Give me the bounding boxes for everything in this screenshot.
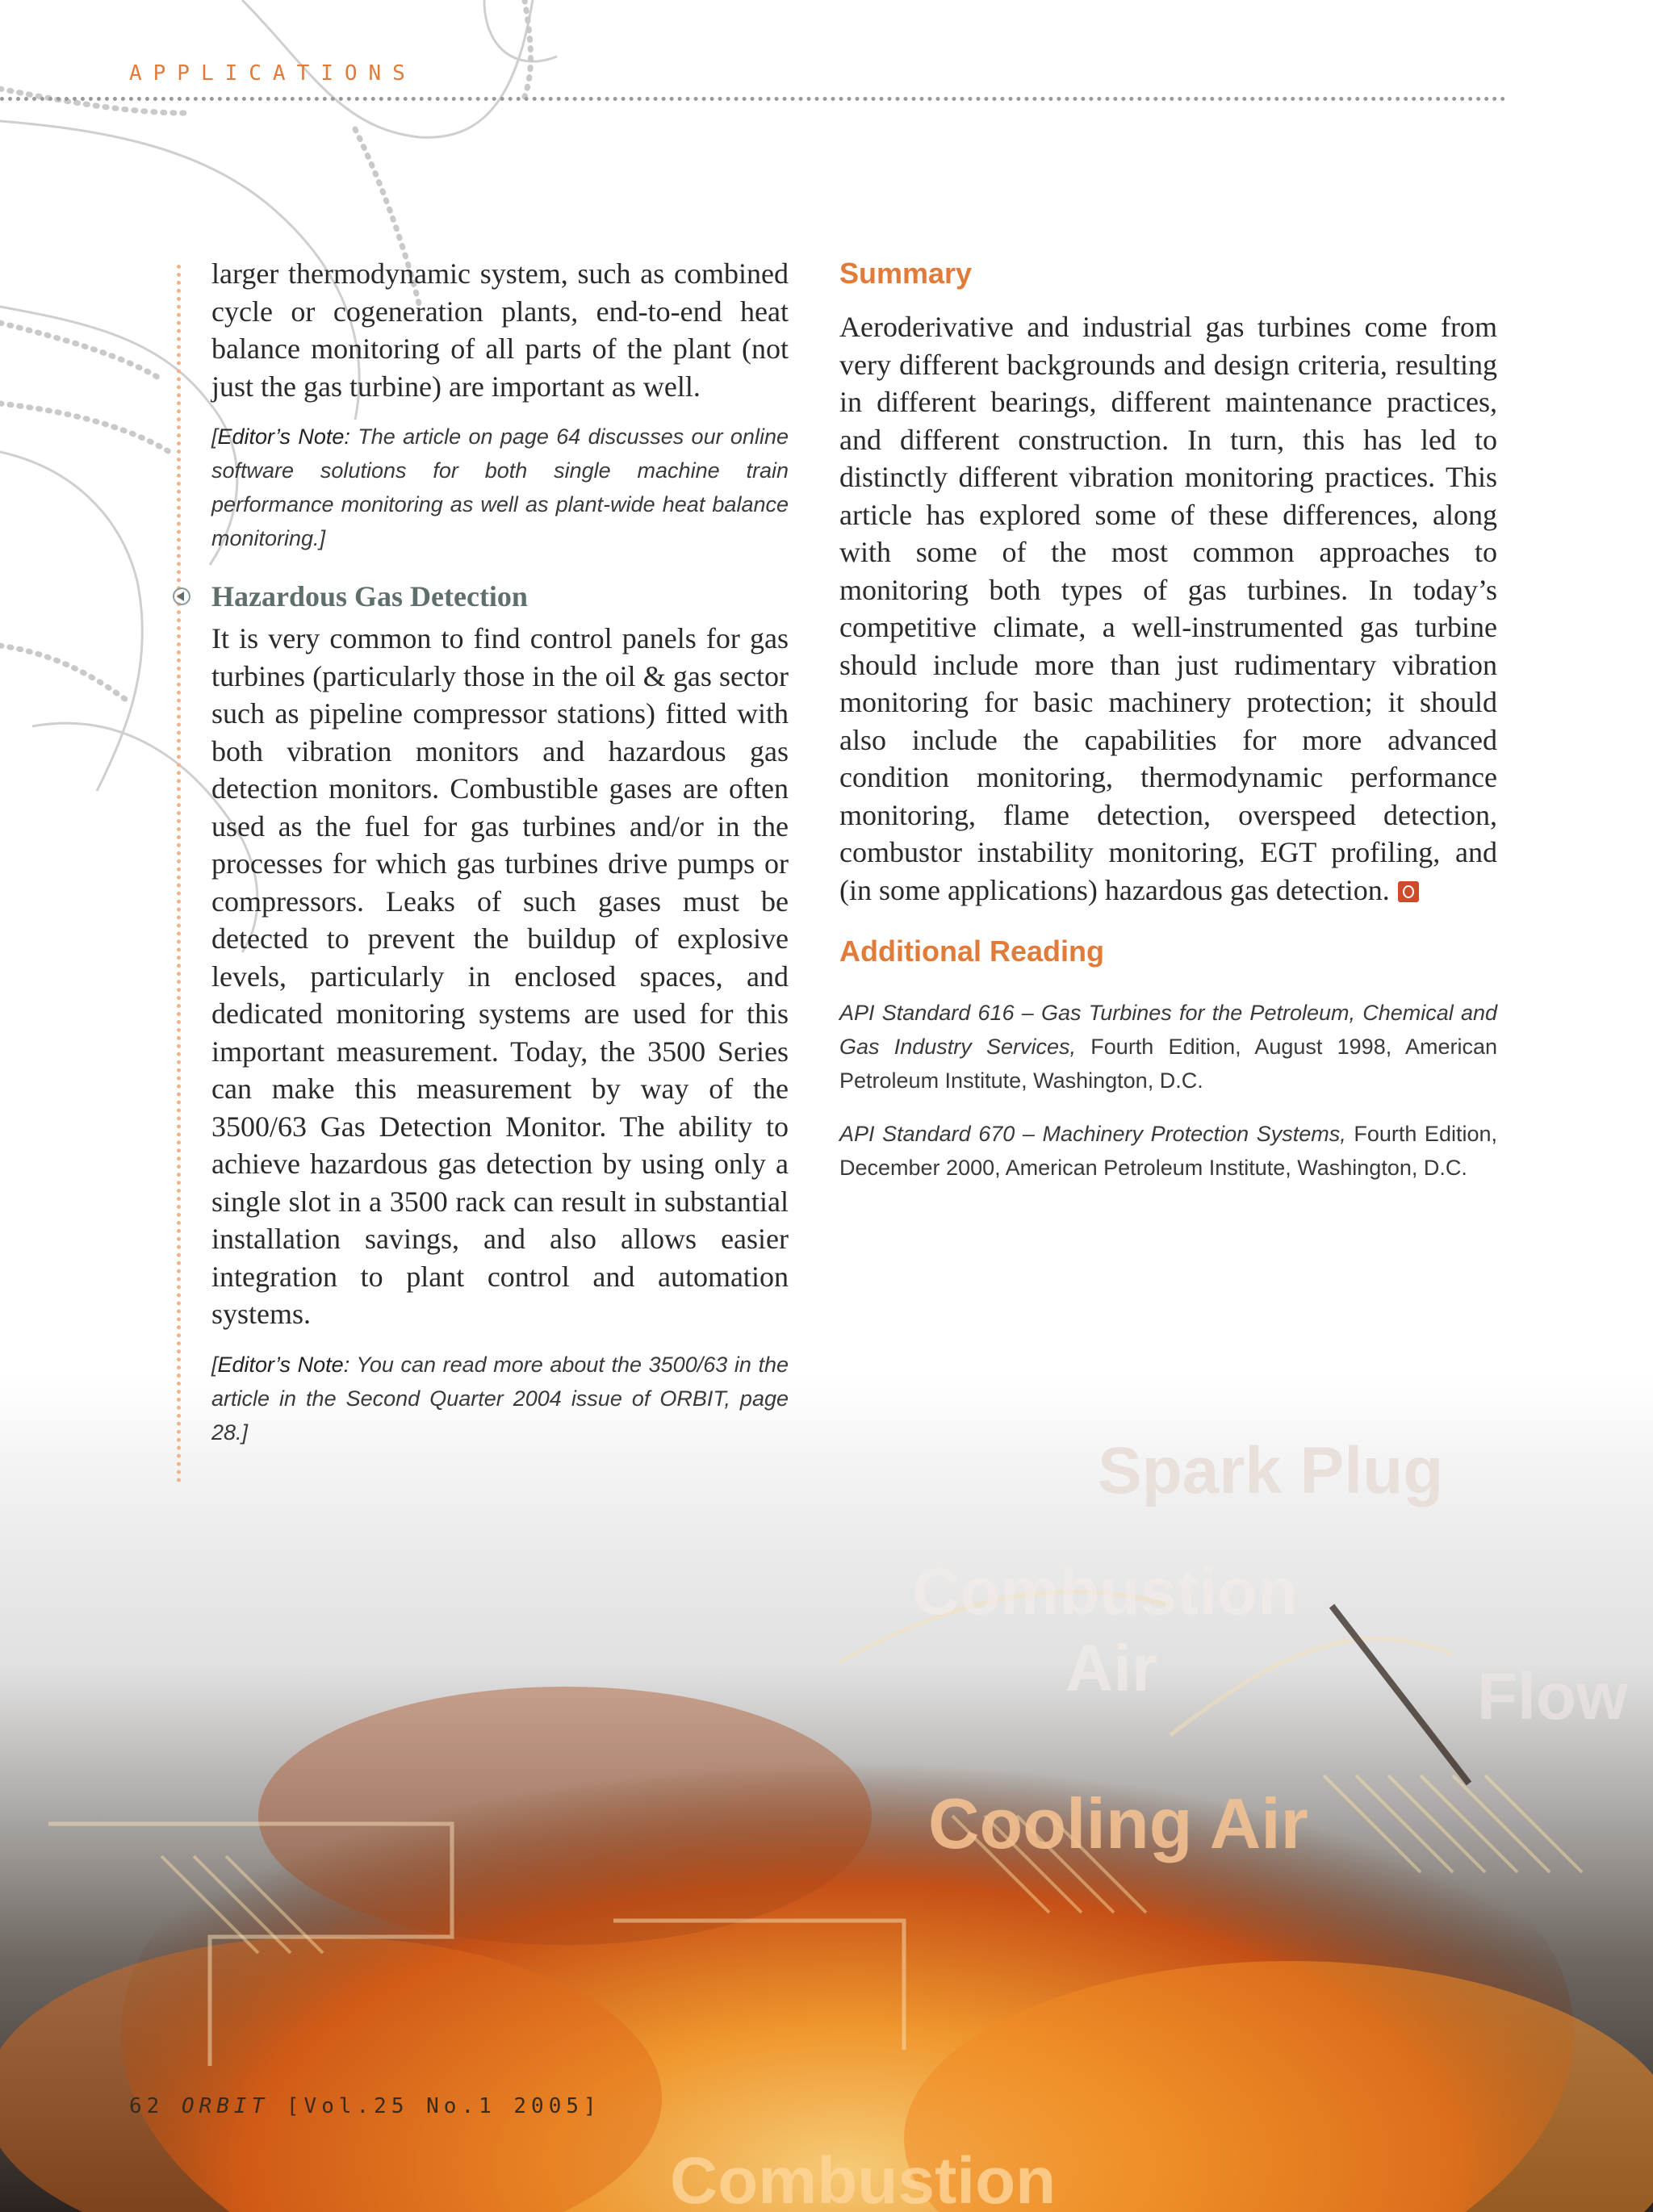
header-dotted-rule [0, 97, 1506, 101]
label-air: Air [1065, 1632, 1157, 1705]
additional-reading-heading: Additional Reading [839, 935, 1104, 968]
left-dotted-margin-rule [177, 265, 181, 1483]
editors-note-label: Editor’s Note: [217, 424, 350, 449]
label-combustion-bottom: Combustion [670, 2144, 1057, 2212]
article-end-mark-icon [1398, 881, 1419, 902]
hazardous-gas-paragraph: It is very common to find control panels for gas turbines (particularly those in the oil & gas sector such as pipeline compressor stations) fitted with both vibration monitors and hazardous gas detection monitors. Combustible gases are often used as the fuel for gas turbines and/or in the processes for which gas turbines drive pumps or compressors. Leaks of such gases must be detected to prevent the buildup of explosive levels, particularly in enclosed spaces, and dedicated monitoring systems are used for this important measurement. Today, the 3500 Series can make this measurement by way of the 3500/63 Gas Detection Monitor. The ability to achieve hazardous gas detection by using only a single slot in a 3500 rack can result in substantial installation savings, and also allows easier integration to plant control and automation systems. [211, 622, 789, 1330]
journal-name: ORBIT [181, 2094, 270, 2118]
reference-details: Fourth Edition, December 2000, American Petroleum Institute, Washington, D.C. [839, 1122, 1497, 1180]
issue-info: [Vol.25 No.1 2005] [286, 2094, 601, 2118]
reference-item [839, 996, 1497, 1098]
editors-note-text: You can read more about the 3500/63 in the article in the Second Quarter 2004 issue of ORBIT, page 28.] [211, 1352, 789, 1445]
continued-paragraph: larger thermodynamic system, such as combined cycle or cogeneration plants, end-to-end heat balance monitoring of all parts of the plant (not just the gas turbine) are important as well. [211, 257, 789, 403]
summary-paragraph: Aeroderivative and industrial gas turbines come from very different backgrounds and design criteria, resulting in different bearings, different maintenance practices, and different construction. In turn, this has led to distinctly different vibration monitoring practices. This article has explored some of these differences, along with some of the most common approaches to monitoring both types of gas turbines. In today’s competitive climate, a well-instrumented gas turbine should include more than just rudimentary vibration monitoring for basic machinery protection; it should also include the capabilities for more advanced condition monitoring, thermodynamic performance monitoring, flame detection, overspeed detection, combustor instability monitoring, EGT profiling, and (in some applications) hazardous gas detection. [839, 311, 1497, 906]
editors-note-1: [Editor’s Note: The article on page 64 discusses our online software solutions for both single machine train performance monitoring as well as plant-wide heat balance monitoring.] [211, 424, 789, 550]
left-column [211, 255, 789, 1472]
triangle-bullet-icon [173, 587, 190, 605]
editors-note-label: Editor’s Note: [217, 1352, 350, 1377]
editors-note-text: The article on page 64 discusses our online software solutions for both single machine train performance monitoring as well as plant-wide heat balance monitoring.] [211, 424, 789, 550]
reference-title: API Standard 670 – Machinery Protection Systems, [839, 1122, 1346, 1146]
reference-title: API Standard 616 – Gas Turbines for the Petroleum, Chemical and Gas Industry Services, [839, 1001, 1497, 1059]
label-flow: Flow [1477, 1660, 1628, 1733]
label-cooling-air: Cooling Air [928, 1783, 1308, 1863]
reference-item [839, 1117, 1497, 1185]
reference-details: Fourth Edition, August 1998, American Petroleum Institute, Washington, D.C. [839, 1035, 1497, 1093]
page-number: 62 [129, 2094, 165, 2118]
subhead-hazardous-gas [211, 578, 789, 615]
subhead-text: Hazardous Gas Detection [211, 580, 528, 613]
page-footer [129, 2094, 601, 2118]
summary-heading: Summary [839, 257, 973, 290]
editors-note-2: [Editor’s Note: You can read more about the 3500/63 in the article in the Second Quarter 2004 issue of ORBIT, page 28.] [211, 1352, 789, 1445]
right-column [839, 255, 1497, 1204]
label-spark-plug: Spark Plug [1098, 1434, 1444, 1507]
label-combustion-air-top: Combustion [912, 1555, 1299, 1629]
section-label: APPLICATIONS [129, 61, 416, 86]
